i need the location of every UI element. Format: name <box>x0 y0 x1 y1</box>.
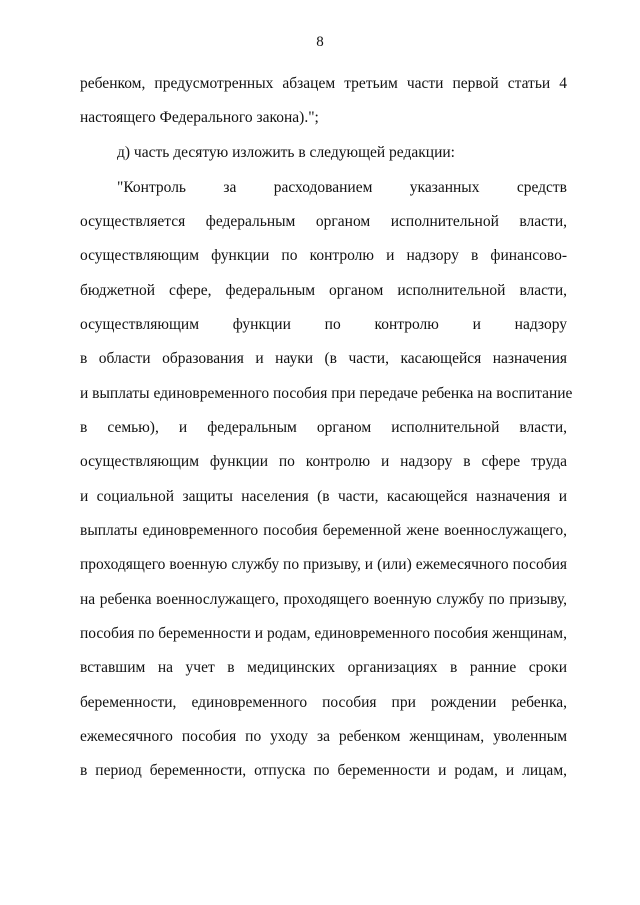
text-line-1: ребенком, предусмотренных абзацем третьим части первой статьи 4 <box>80 75 567 92</box>
text-line-19: беременности, единовременного пособия при рождении ребенка, <box>80 694 567 711</box>
text-line-18: вставшим на учет в медицинских организациях в ранние сроки <box>80 659 567 676</box>
text-line-5: осуществляется федеральным органом исполнительной власти, <box>80 213 567 230</box>
text-line-4: "Контроль за расходованием указанных средств <box>117 179 567 196</box>
text-line-6: осуществляющим функции по контролю и надзору в финансово- <box>80 247 567 264</box>
text-line-8: осуществляющим функции по контролю и надзору <box>80 316 567 333</box>
text-line-13: и социальной защиты населения (в части, касающейся назначения и <box>80 488 567 505</box>
text-line-16: на ребенка военнослужащего, проходящего военную службу по призыву, <box>80 591 567 608</box>
text-line-10: и выплаты единовременного пособия при передаче ребенка на воспитание <box>80 385 573 402</box>
text-line-9: в области образования и науки (в части, касающейся назначения <box>80 350 567 367</box>
text-line-21: в период беременности, отпуска по беременности и родам, и лицам, <box>80 762 567 779</box>
page-number: 8 <box>316 34 324 50</box>
text-line-17: пособия по беременности и родам, единовременного пособия женщинам, <box>80 625 567 642</box>
text-line-2: настоящего Федерального закона)."; <box>80 109 319 126</box>
text-line-12: осуществляющим функции по контролю и надзору в сфере труда <box>80 453 567 470</box>
text-line-11: в семью), и федеральным органом исполнительной власти, <box>80 419 567 436</box>
text-line-15: проходящего военную службу по призыву, и (или) ежемесячного пособия <box>80 556 567 573</box>
text-line-14: выплаты единовременного пособия беременной жене военнослужащего, <box>80 522 567 539</box>
text-line-20: ежемесячного пособия по уходу за ребенком женщинам, уволенным <box>80 728 567 745</box>
text-line-3: д) часть десятую изложить в следующей редакции: <box>117 144 455 161</box>
text-line-7: бюджетной сфере, федеральным органом исполнительной власти, <box>80 282 567 299</box>
